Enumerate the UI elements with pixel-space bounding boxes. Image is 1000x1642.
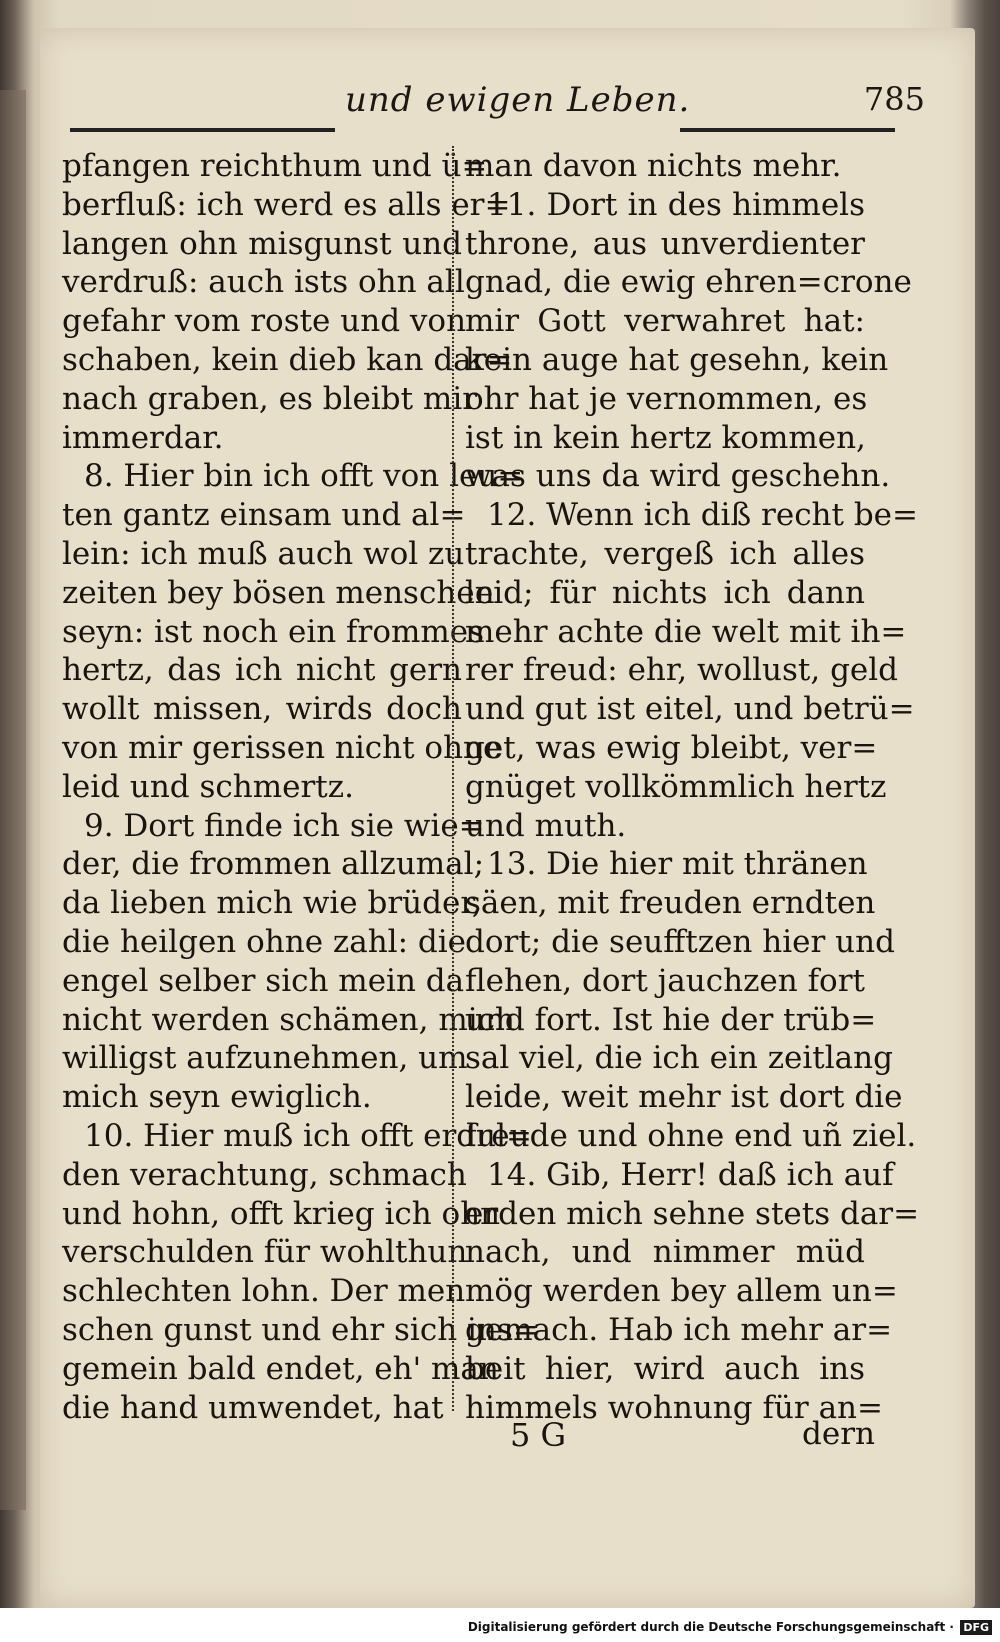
text-line: und muth.	[465, 807, 627, 844]
text-line: leide, weit mehr ist dort die	[465, 1079, 903, 1116]
digitization-note: Digitalisierung gefördert durch die Deutsche Forschungsgemeinschaft ·	[467, 1620, 954, 1634]
text-line: gemach. Hab ich mehr ar=	[465, 1311, 893, 1348]
text-line: seyn: ist noch ein frommes	[62, 613, 485, 650]
text-line: von mir gerissen nicht ohne	[62, 729, 502, 766]
text-line: freude und ohne end uñ ziel.	[465, 1117, 917, 1154]
text-line: und fort. Ist hie der trüb=	[465, 1001, 877, 1038]
text-line: schaben, kein dieb kan dar=	[62, 341, 513, 378]
page-sheet	[40, 28, 975, 1608]
text-line: 13. Die hier mit thränen	[487, 846, 868, 883]
text-line: nach, und nimmer müd	[465, 1234, 865, 1271]
text-line: gnad, die ewig ehren=crone	[465, 264, 912, 301]
text-line: nach graben, es bleibt mir	[62, 380, 478, 417]
text-line: mög werden bey allem un=	[465, 1273, 898, 1310]
text-line: mehr achte die welt mit ih=	[465, 613, 907, 650]
text-line: 11. Dort in des himmels	[487, 186, 865, 223]
catchword: dern	[802, 1416, 875, 1452]
text-line: gemein bald endet, eh' man	[62, 1350, 499, 1387]
text-line: berfluß: ich werd es alls er=	[62, 186, 511, 223]
text-line: zeiten bey bösen menschen	[62, 574, 495, 611]
dfg-logo: DFG	[960, 1620, 992, 1635]
header-rule-right	[680, 128, 895, 132]
right-column	[465, 148, 920, 1428]
text-line: trachte, vergeß ich alles	[465, 535, 865, 572]
text-line: hertz, das ich nicht gern	[62, 652, 462, 689]
text-line: mir Gott verwahret hat:	[465, 303, 865, 340]
text-line: pfangen reichthum und ü=	[62, 148, 488, 184]
text-line: immerdar.	[62, 419, 224, 456]
text-line: 8. Hier bin ich offt von leu=	[84, 458, 524, 495]
signature-mark: 5 G	[510, 1416, 567, 1454]
text-line: nicht werden schämen, mich	[62, 1001, 515, 1038]
text-line: die hand umwendet, hat	[62, 1389, 444, 1426]
page-header	[60, 76, 925, 136]
text-line: mich seyn ewiglich.	[62, 1079, 372, 1116]
text-line: schen gunst und ehr sich ins=	[62, 1311, 539, 1348]
text-line: schlechten lohn. Der men	[62, 1273, 466, 1310]
text-line: der, die frommen allzumal;	[62, 846, 485, 883]
text-line: engel selber sich mein da	[62, 962, 465, 999]
text-line: willigst aufzunehmen, um	[62, 1040, 468, 1077]
text-line: throne, aus unverdienter	[465, 225, 865, 262]
text-line: dort; die seufftzen hier und	[465, 923, 895, 960]
text-line: 14. Gib, Herr! daß ich auf	[487, 1156, 894, 1193]
page-number: 785	[863, 80, 925, 118]
text-line: erden mich sehne stets dar=	[465, 1195, 920, 1232]
text-line: verschulden für wohlthun	[62, 1234, 468, 1271]
digitization-footer	[0, 1608, 1000, 1642]
text-line: get, was ewig bleibt, ver=	[465, 729, 878, 766]
column-divider	[452, 146, 454, 1411]
text-line: kein auge hat gesehn, kein	[465, 341, 889, 378]
text-line: ohr hat je vernommen, es	[465, 380, 868, 417]
text-line: beit hier, wird auch ins	[465, 1350, 865, 1387]
text-line: 9. Dort finde ich sie wie=	[84, 807, 485, 844]
text-line: da lieben mich wie brüder,	[62, 885, 482, 922]
text-line: leid; für nichts ich dann	[465, 574, 865, 611]
text-line: und hohn, offt krieg ich ohn	[62, 1195, 501, 1232]
text-line: flehen, dort jauchzen fort	[465, 962, 865, 999]
text-line: langen ohn misgunst und	[62, 225, 462, 262]
left-column	[62, 148, 539, 1428]
text-line: verdruß: auch ists ohn all	[62, 264, 465, 301]
text-line: ist in kein hertz kommen,	[465, 419, 866, 456]
header-rule-left	[70, 128, 335, 132]
text-line: den verachtung, schmach	[62, 1156, 467, 1193]
running-title: und ewigen Leben.	[345, 80, 691, 120]
text-line: was uns da wird geschehn.	[465, 458, 891, 495]
text-line: sal viel, die ich ein zeitlang	[465, 1040, 893, 1077]
text-line: ten gantz einsam und al=	[62, 497, 466, 534]
text-line: wollt missen, wirds doch	[62, 691, 462, 728]
text-line: rer freud: ehr, wollust, geld	[465, 652, 899, 689]
text-line: lein: ich muß auch wol zu	[62, 535, 465, 572]
text-line: die heilgen ohne zahl: die	[62, 923, 466, 960]
text-line: und gut ist eitel, und betrü=	[465, 691, 915, 728]
text-line: 10. Hier muß ich offt erdul=	[84, 1117, 533, 1154]
text-line: gefahr vom roste und von	[62, 303, 467, 340]
text-line: leid und schmertz.	[62, 768, 354, 805]
text-line: man davon nichts mehr.	[465, 148, 842, 184]
text-line: himmels wohnung für an=	[465, 1389, 883, 1426]
text-line: gnüget vollkömmlich hertz	[465, 768, 887, 805]
text-line: 12. Wenn ich diß recht be=	[487, 497, 919, 534]
text-line: säen, mit freuden erndten	[465, 885, 876, 922]
facing-page-edge	[0, 90, 26, 1510]
